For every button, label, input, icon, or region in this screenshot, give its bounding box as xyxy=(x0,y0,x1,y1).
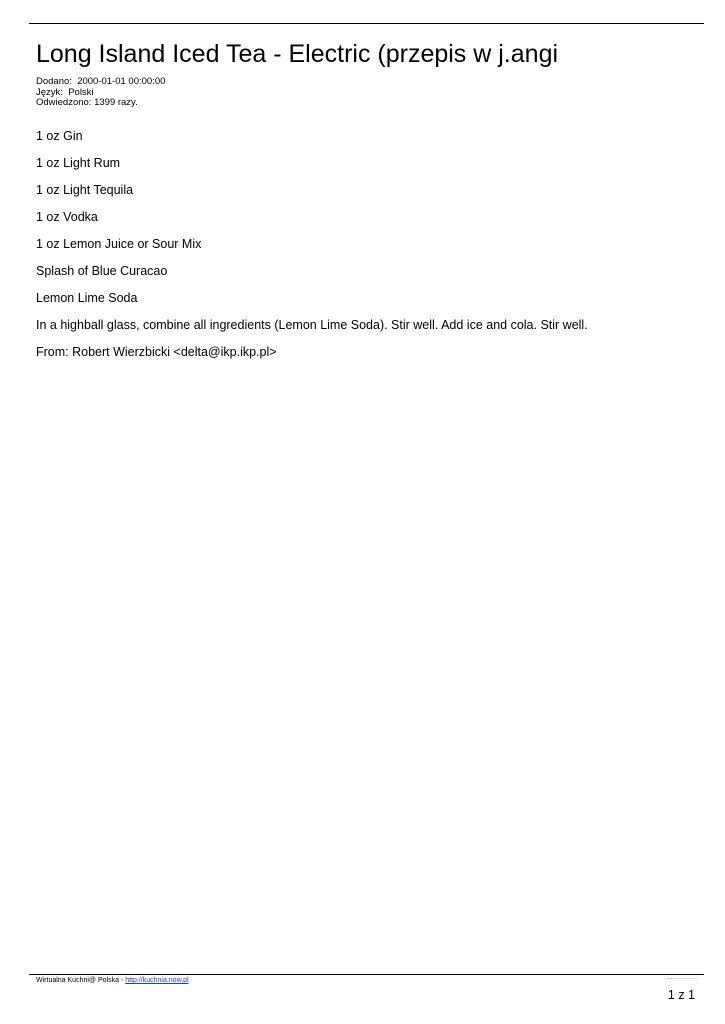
ingredient-item: 1 oz Lemon Juice or Sour Mix xyxy=(36,237,202,251)
bottom-divider xyxy=(29,974,704,975)
recipe-instructions: In a highball glass, combine all ingredients (Lemon Lime Soda). Stir well. Add ice and cola. Stir well. xyxy=(36,318,588,332)
recipe-author: From: Robert Wierzbicki <delta@ikp.ikp.pl> xyxy=(36,345,277,359)
meta-added-date: Dodano: 2000-01-01 00:00:00 xyxy=(36,76,166,87)
footer-site-name: Wirtualna Kuchni@ Polska - xyxy=(36,977,126,984)
ingredient-item: Splash of Blue Curacao xyxy=(36,264,168,278)
footer-dotted-mark xyxy=(668,978,698,979)
recipe-meta xyxy=(36,77,165,109)
top-divider xyxy=(29,23,704,24)
footer xyxy=(36,976,189,985)
page-number: 1 z 1 xyxy=(667,988,695,1002)
recipe-title: Long Island Iced Tea - Electric (przepis w j.angi xyxy=(36,40,559,68)
ingredient-item: 1 oz Light Tequila xyxy=(36,183,134,197)
ingredient-item: 1 oz Light Rum xyxy=(36,156,121,170)
ingredient-item: Lemon Lime Soda xyxy=(36,291,138,305)
footer-site-link[interactable]: http://kuchnia.now.pl xyxy=(125,977,189,984)
meta-language: Język: Polski xyxy=(36,86,94,98)
ingredient-item: 1 oz Gin xyxy=(36,129,83,143)
ingredient-item: 1 oz Vodka xyxy=(36,210,98,224)
recipe-content xyxy=(36,129,696,372)
meta-visit-count: Odwiedzono: 1399 razy. xyxy=(36,97,138,108)
